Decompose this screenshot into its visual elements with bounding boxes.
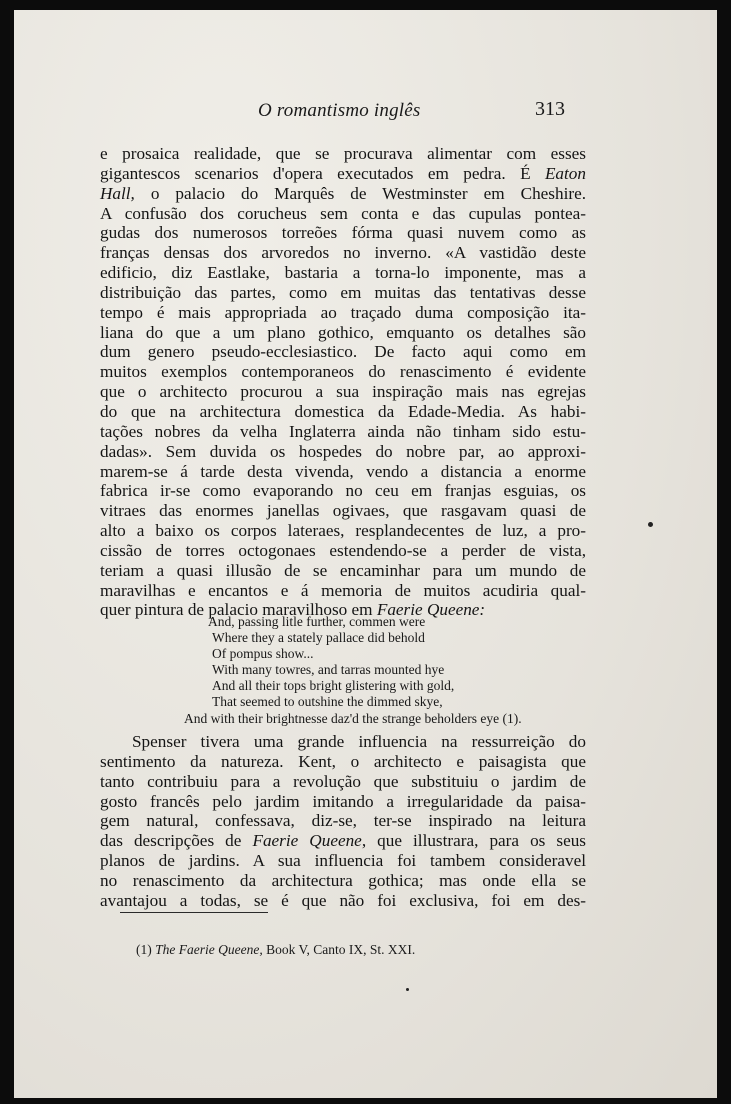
text-line: dadas». Sem duvida os hospedes do nobre par, ao approxi- xyxy=(100,441,586,461)
text-line: muitos exemplos contemporaneos do renascimento é evidente xyxy=(100,362,586,382)
text-line: tações nobres da velha Inglaterra ainda não tinham sido estu- xyxy=(100,421,586,441)
text-line: e prosaica realidade, que se procurava alimentar com esses xyxy=(100,144,586,163)
verse-line: And all their tops bright glistering with gold, xyxy=(212,678,455,694)
italic-hall: Hall, xyxy=(100,183,135,203)
text-line: avantajou a todas, se é que não foi exclusiva, foi em des- xyxy=(100,890,586,910)
text-line: edificio, diz Eastlake, bastaria a torna-lo imponente, mas a xyxy=(100,263,586,283)
text-line: sentimento da natureza. Kent, o architecto e paisagista que xyxy=(100,751,586,771)
verse-line: Of pompus show... xyxy=(212,646,314,662)
verse-line: That seemed to outshine the dimmed skye, xyxy=(212,694,443,710)
text-line: planos de jardins. A sua influencia foi tambem consideravel xyxy=(100,851,586,871)
ink-speck xyxy=(406,988,409,991)
text-line: tempo é mais appropriada ao traçado duma composição ita- xyxy=(100,302,586,322)
text-line: das descripções de Faerie Queene, que illustrara, para os seus xyxy=(100,831,586,851)
text-line: fabrica ir-se como evaporando no ceu em franjas esguias, os xyxy=(100,481,586,501)
paragraph-1 xyxy=(100,144,586,620)
italic-faerie-queene: Faerie Queene xyxy=(252,831,362,851)
book-page xyxy=(14,10,717,1098)
verse-line: And, passing litle further, commen were xyxy=(208,614,426,629)
text-line: A confusão dos corucheus sem conta e das cupulas pontea- xyxy=(100,203,586,223)
text-line: vitraes das enormes janellas ogivaes, que rasgavam quasi de xyxy=(100,501,586,521)
page-header xyxy=(14,94,717,124)
text-line: gosto francês pelo jardim imitando a irregularidade da paisa- xyxy=(100,791,586,811)
verse-line: And with their brightnesse daz'd the strange beholders eye (1). xyxy=(184,710,522,726)
text-line: franças densas dos arvoredos no inverno. «A vastidão deste xyxy=(100,243,586,263)
footnote-separator xyxy=(120,912,268,913)
footnote-marker: (1) xyxy=(136,942,152,957)
italic-faerie-queene: Faerie Queene: xyxy=(376,600,486,620)
line-rest: o palacio do Marquês de Westminster em Cheshire. xyxy=(134,183,586,203)
text-line: do que na architectura domestica da Edade-Media. As habi- xyxy=(100,401,586,421)
text-line: que o architecto procurou a sua inspiração mais nas egrejas xyxy=(100,382,586,402)
footnote-title: The Faerie Queene, xyxy=(155,942,263,957)
verse-line: Where they a stately pallace did behold xyxy=(212,630,425,646)
text-line: tanto contribuiu para a revolução que substituiu o jardim de xyxy=(100,771,586,791)
verse-line: With many towres, and tarras mounted hye xyxy=(212,662,445,678)
text-line: quer pintura de palacio maravilhoso em Faerie Queene: xyxy=(100,600,486,620)
footnote-reference: Book V, Canto IX, St. XXI. xyxy=(266,942,416,957)
text-line xyxy=(100,184,586,204)
paragraph-2 xyxy=(100,732,586,911)
text-line: Spenser tivera uma grande influencia na ressurreição do xyxy=(132,732,586,751)
text-line: gigantescos scenarios d'opera executados em pedra. É Eaton xyxy=(100,163,586,183)
running-title: O romantismo inglês xyxy=(258,100,421,121)
text-line: gudas dos numerosos torreões fórma quasi nuvem como as xyxy=(100,223,586,243)
text-line: dum genero pseudo-ecclesiastico. De facto aqui como em xyxy=(100,342,586,362)
text-line: maravilhas e encantos e á memoria de muitos acudiria qual- xyxy=(100,580,586,600)
text-line: teriam a quasi illusão de se encaminhar para um mundo de xyxy=(100,560,586,580)
text-line: distribuição das partes, como em muitas das tentativas desse xyxy=(100,282,586,302)
footnote xyxy=(136,942,415,958)
text-line: gem natural, confessava, diz-se, ter-se inspirado na leitura xyxy=(100,811,586,831)
text-line: cissão de torres octogonaes estendendo-se a perder de vista, xyxy=(100,540,586,560)
text-line: marem-se á tarde desta vivenda, vendo a distancia a enorme xyxy=(100,461,586,481)
text-line: alto a baixo os corpos lateraes, resplandecentes de luz, a pro- xyxy=(100,521,586,541)
page-number: 313 xyxy=(535,98,565,120)
italic-eaton: Eaton xyxy=(544,163,586,183)
text-line: no renascimento da architectura gothica; mas onde ella se xyxy=(100,870,586,890)
text-line: liana do que a um plano gothico, emquanto os detalhes são xyxy=(100,322,586,342)
ink-speck xyxy=(648,522,653,527)
verse-quotation xyxy=(164,614,624,727)
